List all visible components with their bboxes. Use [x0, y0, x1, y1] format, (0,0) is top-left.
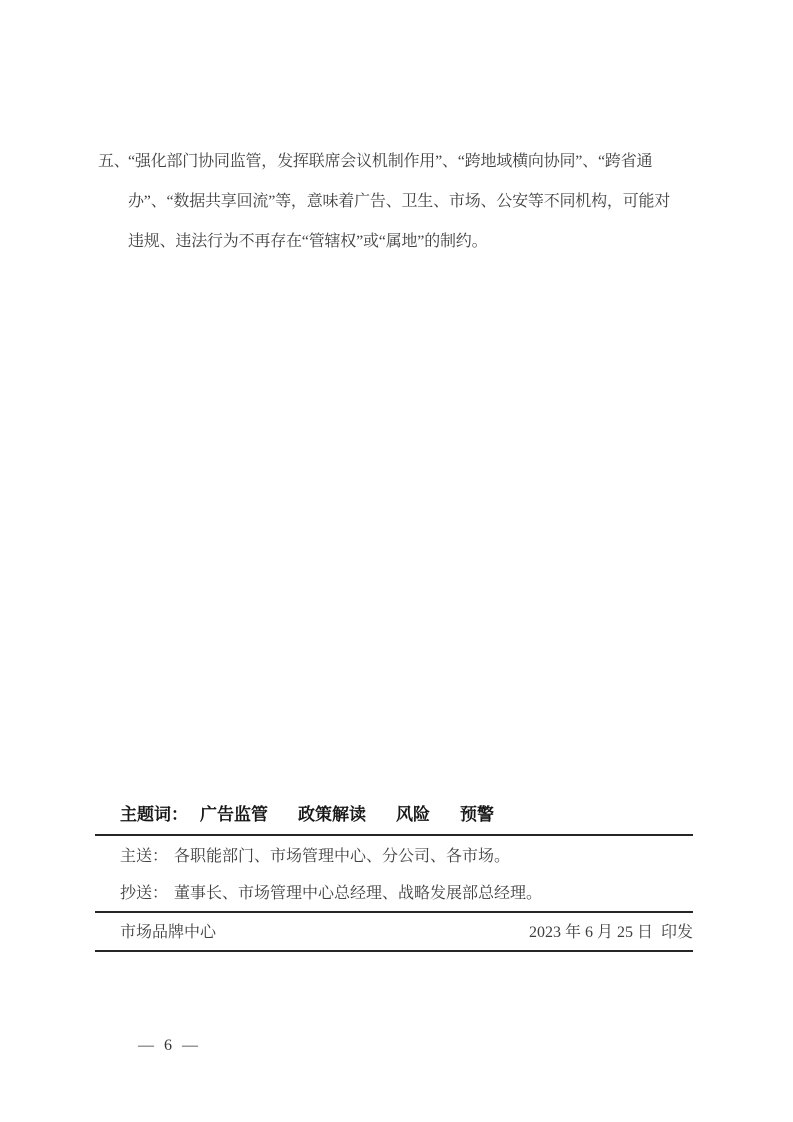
copy-send-label: 抄送：	[120, 885, 169, 902]
main-send-value: 各职能部门、市场管理中心、分公司、各市场。	[174, 848, 511, 865]
subject-keyword-3: 风险	[396, 805, 430, 824]
item5-line-3: 违规、违法行为不再存在“管辖权”或“属地”的制约。	[128, 233, 488, 250]
divider-bottom	[95, 950, 693, 952]
item5-paragraph	[98, 142, 708, 262]
item5-list-marker: 五、	[98, 153, 130, 170]
subject-label: 主题词：	[120, 805, 188, 824]
page-number: — 6 —	[138, 1037, 201, 1054]
copy-send-value: 董事长、市场管理中心总经理、战略发展部总经理。	[174, 885, 543, 902]
copy-send-row	[120, 878, 542, 910]
subject-keyword-4: 预警	[460, 805, 494, 824]
main-send-row	[120, 841, 510, 873]
item5-line-2: 办”、“数据共享回流”等，意味着广告、卫生、市场、公安等不同机构，可能对	[128, 193, 671, 210]
issuing-department: 市场品牌中心	[120, 924, 217, 941]
subject-keyword-1: 广告监管	[200, 805, 268, 824]
main-send-label: 主送：	[120, 848, 169, 865]
imprint-row	[120, 917, 693, 949]
item5-line-1-text: “强化部门协同监管，发挥联席会议机制作用”、“跨地域横向协同”、“跨省通	[128, 153, 653, 170]
subject-keyword-2: 政策解读	[298, 805, 366, 824]
subject-keywords-row	[120, 799, 494, 831]
item5-line-1	[98, 142, 708, 182]
divider-middle	[95, 911, 693, 913]
divider-top	[95, 834, 693, 836]
print-date: 2023 年 6 月 25 日 印发	[528, 924, 693, 941]
